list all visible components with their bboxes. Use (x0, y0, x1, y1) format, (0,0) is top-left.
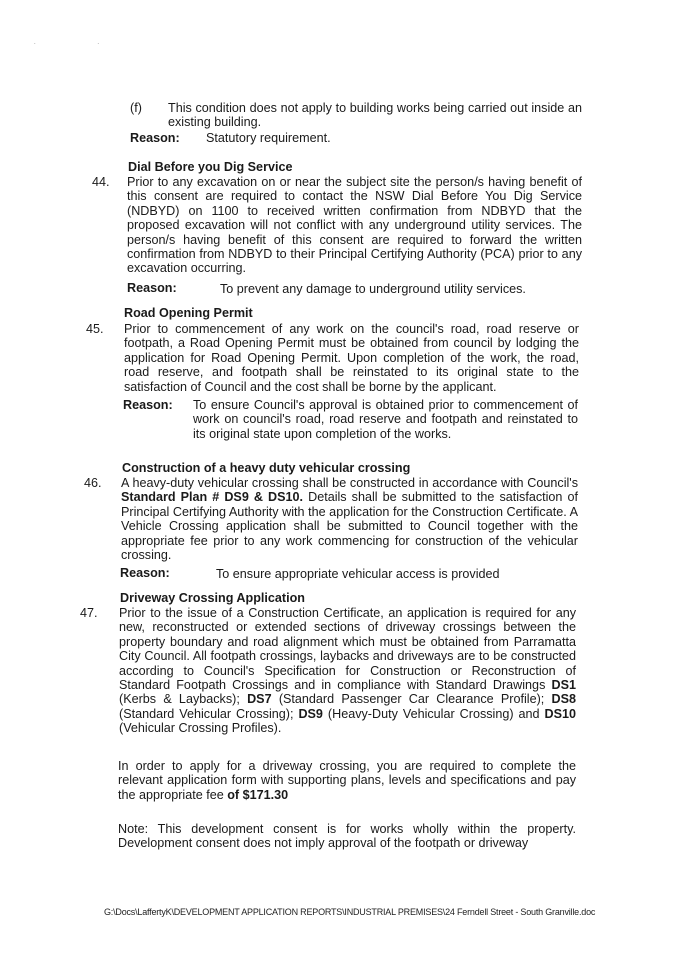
fee-amount: of $171.30 (227, 787, 289, 802)
reason-label: Reason: (123, 398, 173, 412)
reason-label: Reason: (127, 281, 177, 295)
note-paragraph: Note: This development consent is for works wholly within the property. Development consent does not imply approval of the footpath or driveway (118, 822, 576, 851)
scan-specks: . . (34, 40, 130, 46)
condition-number: 45. (86, 322, 104, 336)
application-paragraph: In order to apply for a driveway crossing, you are required to complete the relevant application form with supporting plans, levels and specifications and pay the appropriate fee of $171.30 (118, 759, 576, 802)
condition-heading: Driveway Crossing Application (120, 591, 305, 605)
reason-text: Statutory requirement. (206, 131, 331, 145)
reason-label: Reason: (130, 131, 180, 145)
reason-label: Reason: (120, 566, 170, 580)
condition-body: A heavy-duty vehicular crossing shall be constructed in accordance with Council's Standard Plan # DS9 & DS10. Details shall be submitted to the satisfaction of Principal Certifying Authority with the application for the Construction Certificate. A Vehicle Crossing application shall be submitted to Council together with the appropriate fee prior to any work commencing for construction of the vehicular crossing. (121, 476, 578, 563)
condition-number: 44. (92, 175, 110, 189)
reason-text: To ensure Council's approval is obtained prior to commencement of work on council's road, road reserve and footpath and reinstated to its original state upon completion of the works. (193, 398, 578, 441)
reason-text: To prevent any damage to underground utility services. (220, 282, 526, 296)
file-path-footer: G:\Docs\LaffertyK\DEVELOPMENT APPLICATION REPORTS\INDUSTRIAL PREMISES\24 Ferndell Street - South Granville.doc (104, 907, 596, 917)
condition-number: 47. (80, 606, 98, 620)
condition-heading: Construction of a heavy duty vehicular crossing (122, 461, 411, 475)
reason-text: To ensure appropriate vehicular access is provided (216, 567, 500, 581)
item-label: (f) (130, 101, 142, 115)
condition-heading: Dial Before you Dig Service (128, 160, 293, 174)
item-text: This condition does not apply to building works being carried out inside an existing building. (168, 101, 582, 130)
condition-heading: Road Opening Permit (124, 306, 253, 320)
condition-body: Prior to commencement of any work on the council's road, road reserve or footpath, a Road Opening Permit must be obtained from council by lodging the application for Road Opening Permit. Upon completion of the work, the road, road reserve, and footpath shall be reinstated to its original state to the satisfaction of Council and the cost shall be borne by the applicant. (124, 322, 579, 394)
condition-body: Prior to the issue of a Construction Certificate, an application is required for any new, reconstructed or extended sections of driveway crossings between the property boundary and road alignment which must be obtained from Parramatta City Council. All footpath crossings, laybacks and driveways are to be constructed according to Council's Specification for Construction or Reconstruction of Standard Footpath Crossings and in compliance with Standard Drawings DS1 (Kerbs & Laybacks); DS7 (Standard Passenger Car Clearance Profile); DS8 (Standard Vehicular Crossing); DS9 (Heavy-Duty Vehicular Crossing) and DS10 (Vehicular Crossing Profiles). (119, 606, 577, 736)
condition-number: 46. (84, 476, 102, 490)
condition-body: Prior to any excavation on or near the subject site the person/s having benefit of this consent are required to contact the NSW Dial Before You Dig Service (NDBYD) on 1100 to received written confirmation from NDBYD that the proposed excavation will not conflict with any underground utility services. The person/s having benefit of this consent are required to forward the written confirmation from NDBYD to their Principal Certifying Authority (PCA) prior to any excavation occurring. (127, 175, 582, 276)
standard-plan-ref: Standard Plan # DS9 & DS10. (121, 490, 304, 505)
